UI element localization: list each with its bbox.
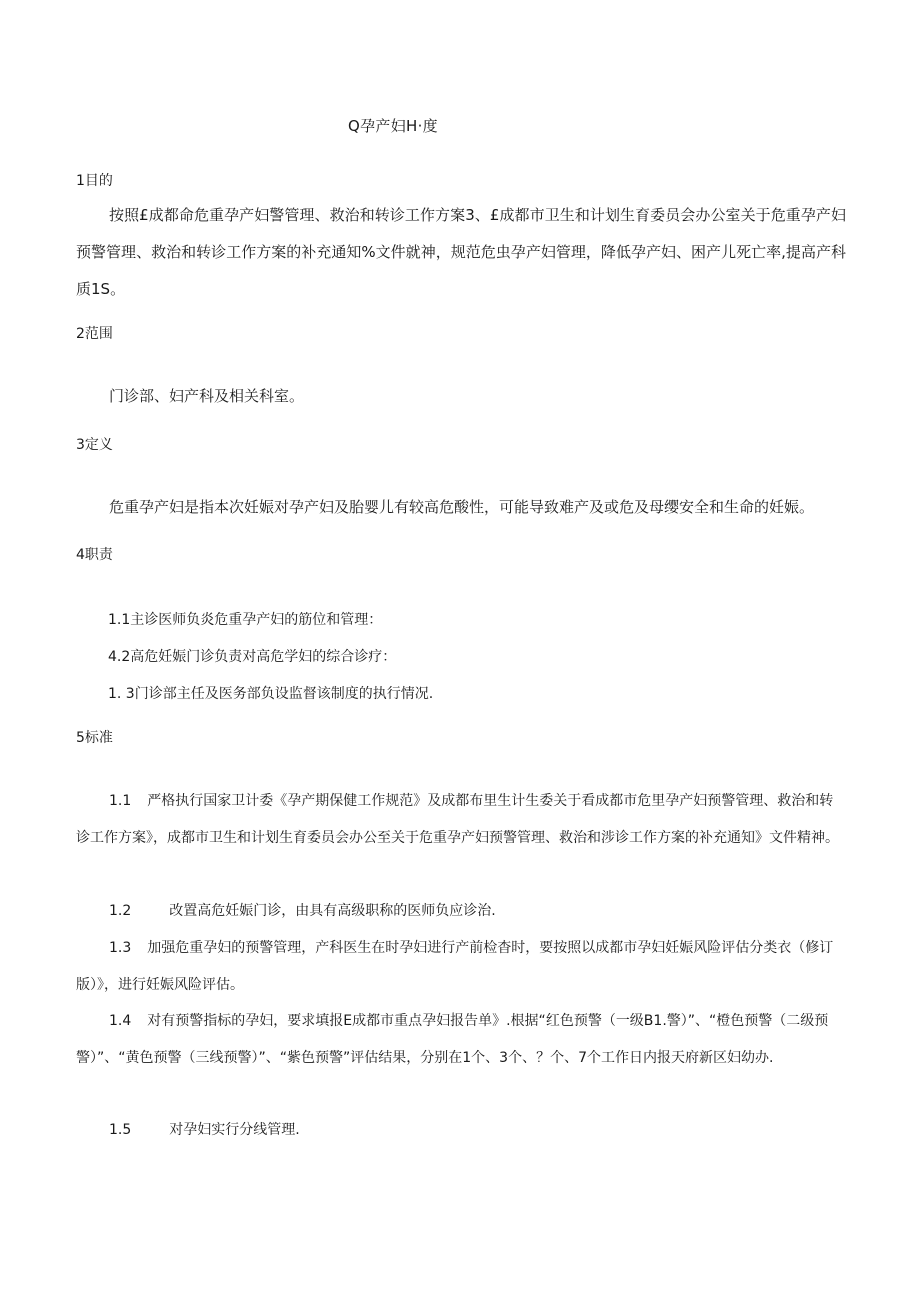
standard-text: 加强危重孕妇的预警管理，产科医生在时孕妇进行产前检杳时，要按照以成都市孕妇妊娠风险评估分类衣（修订版）》，进行妊娠风险评估。 (76, 940, 834, 993)
section-heading-responsibilities: 4职责 (76, 547, 113, 563)
standard-number: 1.4 (109, 1013, 132, 1029)
standard-item (76, 893, 846, 930)
standard-text: 改置高危妊娠门诊，由具有高级职称的医师负应诊治. (169, 903, 496, 919)
definition-paragraph: 危重孕产妇是指本次妊娠对孕产妇及胎婴儿有较高危酸性，可能导致难产及或危及母缨安全和生命的妊娠。 (109, 498, 815, 516)
section-heading-standards: 5标准 (76, 730, 113, 746)
standard-number: 1.1 (109, 793, 132, 809)
standard-text: 对有预警指标的孕妇，要求填报E成都市重点孕妇报告单》.根据“红色预警（一级B1.警）”、“橙色预警（二级预警）”、“黄色预警（三线预警）”、“紫色预警”评估结果，分别在1个、3个、？个、7个工作日内报天府新区妇幼办. (76, 1013, 829, 1066)
standard-number: 1.2 (109, 903, 132, 919)
standard-text: 严格执行国家卫计委《孕产期保健工作规范》及成都布里生计生委关于看成都市危里孕产妇预警管理、救治和转诊工作方案》，成都市卫生和计划生育委员会办公至关于危重孕产妇预警管理、救治和涉诊工作方案的补充通知》文件精神。 (76, 793, 839, 846)
standard-item (76, 783, 846, 857)
responsibility-item: 1. 3门诊部主任及医务部负设监督该制度的执行情况. (108, 686, 434, 702)
section-heading-purpose: 1目的 (76, 173, 113, 189)
responsibility-item: 1.1主诊医师负炎危重孕产妇的筋位和管理： (108, 612, 383, 628)
standard-item (76, 1112, 846, 1149)
document-title: Q孕产妇H·度 (348, 117, 438, 135)
responsibility-item: 4.2高危妊娠门诊负责对高危学妇的综合诊疗： (108, 649, 397, 665)
purpose-paragraph: 按照£成都命危重孕产妇警管理、救治和转诊工作方案3、£成都市卫生和计划生育委员会办公室关于危重孕产妇预警管理、救治和转诊工作方案的补充通知%文件就神，规范危虫孕产妇管理，降低孕产妇、困产儿死亡率,提高产科质1S。 (76, 206, 846, 298)
section-heading-definition: 3定义 (76, 437, 113, 453)
standard-item (76, 930, 846, 1004)
standard-number: 1.5 (109, 1122, 132, 1138)
standard-number: 1.3 (109, 940, 132, 956)
standard-item (76, 1003, 846, 1077)
section-heading-scope: 2范围 (76, 326, 113, 342)
standard-text: 对孕妇实行分线管理. (169, 1122, 300, 1138)
scope-paragraph: 门诊部、妇产科及相关科室。 (109, 387, 305, 405)
